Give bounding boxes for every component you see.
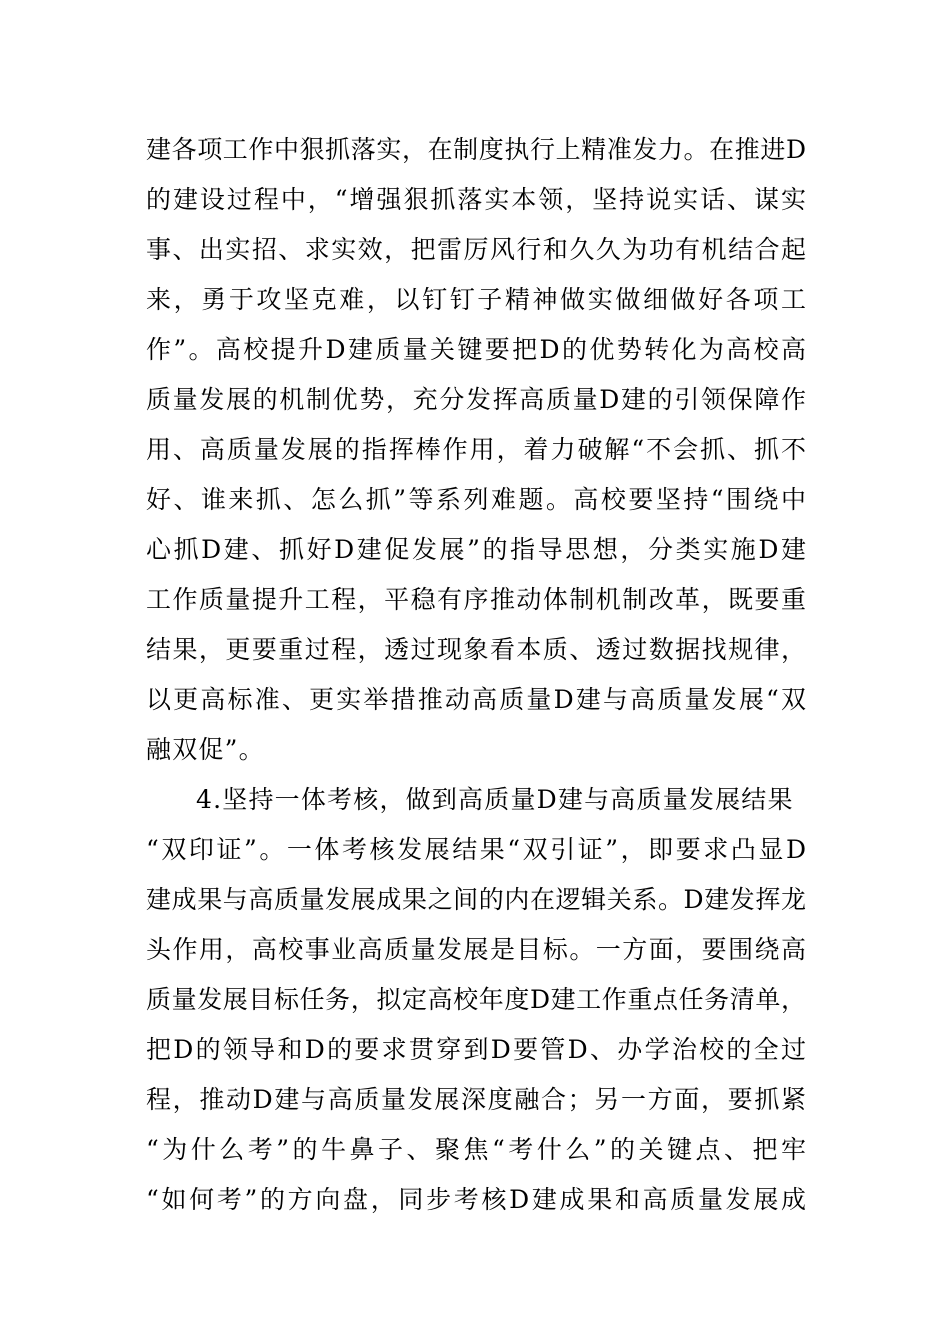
paragraph-2-line-6: 把D的领导和D的要求贯穿到D要管D、办学治校的全过 <box>146 1035 806 1064</box>
paragraph-1-line-8: 好、谁来抓、怎么抓”等系列难题。高校要坚持“围绕中 <box>146 485 806 514</box>
paragraph-1-line-6: 质量发展的机制优势，充分发挥高质量D建的引领保障作 <box>146 385 806 414</box>
paragraph-2-line-8: “为什么考”的牛鼻子、聚焦“考什么”的关键点、把牢 <box>146 1135 806 1164</box>
paragraph-2-line-9: “如何考”的方向盘，同步考核D建成果和高质量发展成 <box>146 1185 806 1214</box>
paragraph-1-line-1: 建各项工作中狠抓落实，在制度执行上精准发力。在推进D <box>146 135 806 164</box>
paragraph-2-line-3: 建成果与高质量发展成果之间的内在逻辑关系。D建发挥龙 <box>146 885 806 914</box>
paragraph-1-line-12: 以更高标准、更实举措推动高质量D建与高质量发展“双 <box>146 685 806 714</box>
paragraph-2-line-7: 程，推动D建与高质量发展深度融合；另一方面，要抓紧 <box>146 1085 806 1114</box>
paragraph-1-line-11: 结果，更要重过程，透过现象看本质、透过数据找规律， <box>146 635 806 664</box>
paragraph-2-line-5: 质量发展目标任务，拟定高校年度D建工作重点任务清单， <box>146 985 806 1014</box>
paragraph-1-line-7: 用、高质量发展的指挥棒作用，着力破解“不会抓、抓不 <box>146 435 806 464</box>
paragraph-2-line-4: 头作用，高校事业高质量发展是目标。一方面，要围绕高 <box>146 935 806 964</box>
paragraph-1-line-2: 的建设过程中，“增强狠抓落实本领，坚持说实话、谋实 <box>146 185 806 214</box>
paragraph-1-line-4: 来，勇于攻坚克难，以钉钉子精神做实做细做好各项工 <box>146 285 806 314</box>
paragraph-1-line-3: 事、出实招、求实效，把雷厉风行和久久为功有机结合起 <box>146 235 806 264</box>
paragraph-2-line-2: “双印证”。一体考核发展结果“双引证”，即要求凸显D <box>146 835 806 864</box>
paragraph-2-line-1: 4.坚持一体考核，做到高质量D建与高质量发展结果 <box>196 785 794 814</box>
paragraph-1-line-13: 融双促”。 <box>146 735 265 764</box>
paragraph-1-line-5: 作”。高校提升D建质量关键要把D的优势转化为高校高 <box>146 335 806 364</box>
paragraph-1-line-9: 心抓D建、抓好D建促发展”的指导思想，分类实施D建 <box>146 535 806 564</box>
paragraph-1-line-10: 工作质量提升工程，平稳有序推动体制机制改革，既要重 <box>146 585 806 614</box>
